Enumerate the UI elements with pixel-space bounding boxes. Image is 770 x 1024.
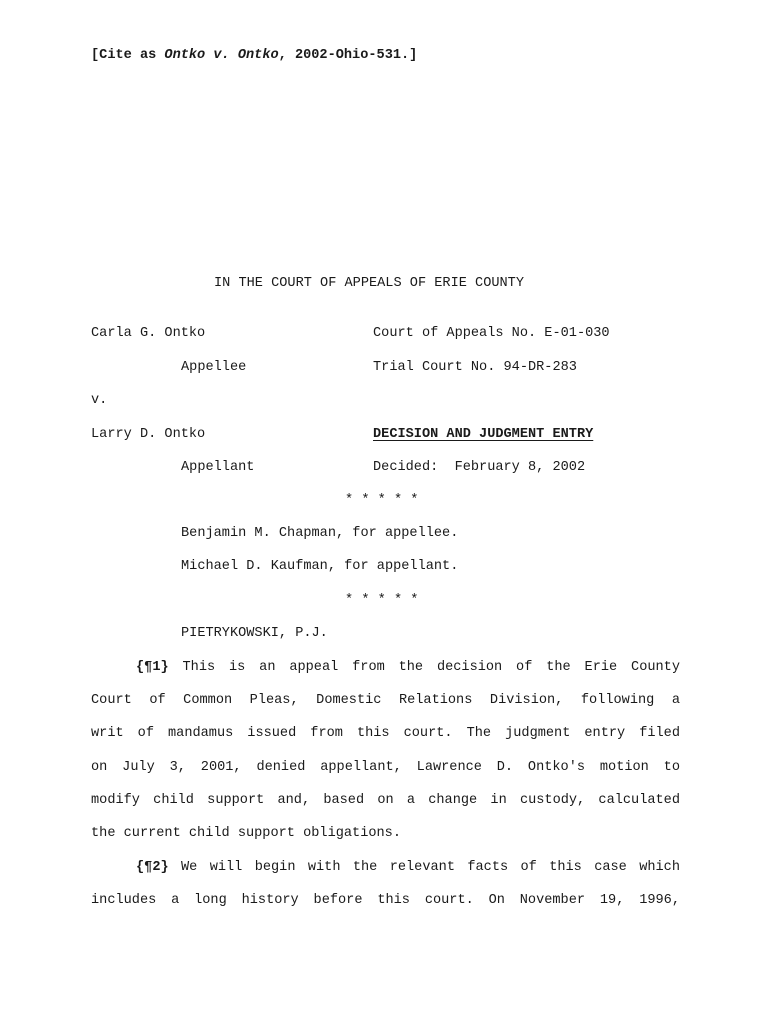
paragraph-line: modify child support and, based on a change in custody, calculated [91, 793, 680, 808]
counsel-appellant: Michael D. Kaufman, for appellant. [181, 559, 459, 574]
appeals-number: Court of Appeals No. E-01-030 [373, 326, 610, 341]
separator: * * * * * [345, 593, 419, 608]
citation-case-name: Ontko v. Ontko [164, 48, 279, 63]
citation-prefix: [Cite as [91, 48, 165, 63]
paragraph-line: {¶2} We will begin with the relevant facts of this case which [136, 860, 680, 875]
defendant-role: Appellant [181, 460, 255, 475]
citation-suffix: , 2002-Ohio-531.] [278, 48, 418, 63]
paragraph-marker: {¶2} [136, 860, 169, 875]
paragraph-line: {¶1} This is an appeal from the decision of the Erie County [136, 660, 680, 675]
paragraph-line: the current child support obligations. [91, 826, 401, 841]
judge-name: PIETRYKOWSKI, P.J. [181, 626, 328, 641]
decided-date: Decided: February 8, 2002 [373, 460, 586, 475]
paragraph-line: on July 3, 2001, denied appellant, Lawrence D. Ontko's motion to [91, 760, 680, 775]
plaintiff-role: Appellee [181, 360, 247, 375]
entry-title: DECISION AND JUDGMENT ENTRY [373, 427, 594, 442]
versus: v. [91, 393, 108, 408]
court-heading: IN THE COURT OF APPEALS OF ERIE COUNTY [214, 276, 524, 291]
paragraph-marker: {¶1} [136, 660, 169, 675]
citation [91, 49, 417, 63]
defendant-name: Larry D. Ontko [91, 427, 206, 442]
paragraph-line: includes a long history before this court. On November 19, 1996, [91, 893, 680, 908]
trial-number: Trial Court No. 94-DR-283 [373, 360, 577, 375]
plaintiff-name: Carla G. Ontko [91, 326, 206, 341]
paragraph-line: writ of mandamus issued from this court. The judgment entry filed [91, 726, 680, 741]
separator: * * * * * [345, 493, 419, 508]
paragraph-line: Court of Common Pleas, Domestic Relations Division, following a [91, 693, 680, 708]
counsel-appellee: Benjamin M. Chapman, for appellee. [181, 526, 459, 541]
